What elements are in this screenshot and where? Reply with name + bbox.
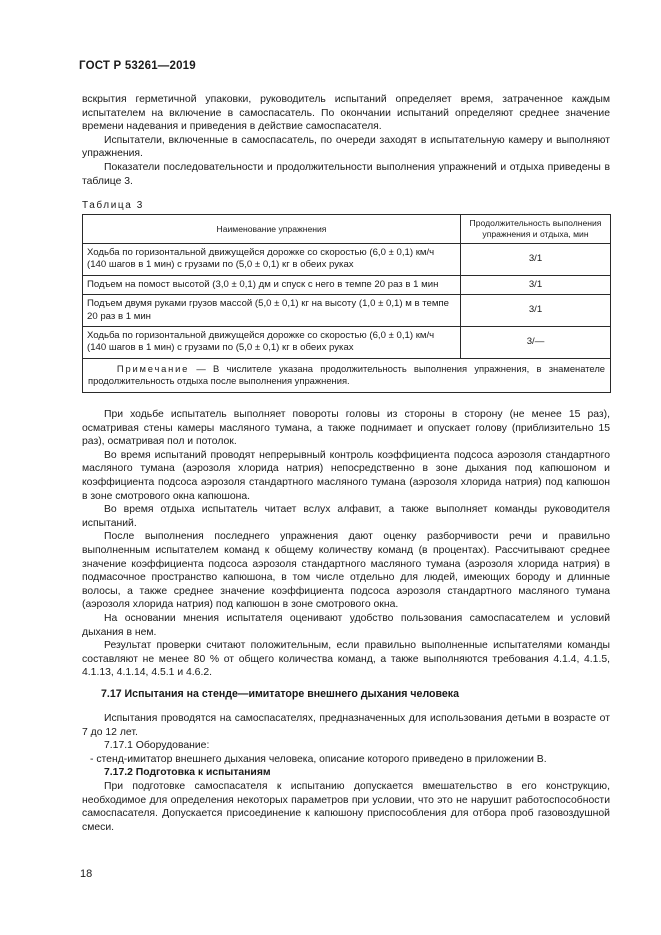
section-text — [82, 712, 610, 834]
exercise-name: Ходьба по горизонтальной движущейся дорожке со скоростью (6,0 ± 0,1) км/ч (140 шагов в 1 мин) с грузами по (5,0 ± 0,1) кг в обеих руках — [83, 244, 461, 276]
paragraph: Результат проверки считают положительным, если правильно выполненные испытателями команды составляют не менее 80 % от общего количества команд, а также выполняются требования 4.1.4, 4.1.5, 4.1.13, 4.1.14, 4.5.1 и 4.6.2. — [82, 640, 610, 679]
table-note — [83, 358, 611, 392]
exercise-name: Подъем двумя руками грузов массой (5,0 ± 0,1) кг на высоту (1,0 ± 0,1) м в темпе 20 раз в 1 мин — [83, 295, 461, 327]
table-row — [83, 327, 611, 359]
exercise-duration: 3/1 — [461, 295, 611, 327]
equipment-item: - стенд-имитатор внешнего дыхания человека, описание которого приведено в приложении В. — [90, 753, 547, 765]
section-title: 7.17 Испытания на стенде—имитаторе внешнего дыхания человека — [101, 688, 459, 700]
paragraph: При ходьбе испытатель выполняет повороты головы из стороны в сторону (не менее 15 раз), осматривая стены камеры масляного тумана, а также поднимает и опускает голову (приблизительно 15 раз), осматривая пол и потолок. — [82, 409, 610, 448]
paragraph: После выполнения последнего упражнения дают оценку разборчивости речи и правильно выполненным испытателем команд к общему количеству команд (в процентах). Рассчитывают среднее значение коэффициента подсоса аэрозоля стандартного масляного тумана (аэрозоля хлорида натрия) в подмасочное пространство капюшона, в том числе отдельно для людей, имеющих бороду и длинные волосы, а также среднее значение коэффициента подсоса аэрозоля стандартного масляного тумана (аэрозоля хлорида натрия) под капюшон в зоне смотрового окна. — [82, 531, 610, 611]
paragraph: Испытатели, включенные в самоспасатель, по очереди заходят в испытательную камеру и выполняют упражнения. — [82, 134, 610, 160]
exercise-table — [82, 214, 611, 393]
table-row — [83, 295, 611, 327]
exercise-name: Ходьба по горизонтальной движущейся дорожке со скоростью (6,0 ± 0,1) км/ч (140 шагов в 1 мин) с грузами по (5,0 ± 0,1) кг в обеих руках — [83, 327, 461, 359]
subsection-title: 7.17.2 Подготовка к испытаниям — [104, 767, 271, 779]
table-row — [83, 244, 611, 276]
paragraph: Испытания проводятся на самоспасателях, предназначенных для использования детьми в возрасте от 7 до 12 лет. — [82, 713, 610, 738]
paragraph: Во время отдыха испытатель читает вслух алфавит, а также выполняет команды руководителя испытаний. — [82, 504, 610, 529]
column-header: Наименование упражнения — [83, 215, 461, 244]
paragraph: При подготовке самоспасателя к испытанию допускается вмешательство в его конструкцию, необходимое для определения некоторых параметров при условии, что это не нарушит работоспособности самоспасателя. Допускается присоединение к капюшону приспособления для отбора проб газовоздушной смеси. — [82, 780, 610, 833]
paragraph: Во время испытаний проводят непрерывный контроль коэффициента подсоса аэрозоля стандартного масляного тумана (аэрозоля хлорида натрия) непосредственно в зоне дыхания под капюшоном и коэффициента подсоса аэрозоля стандартного масляного тумана (аэрозоля хлорида натрия) под капюшон в зоне смотрового окна капюшона. — [82, 449, 610, 502]
exercise-duration: 3/1 — [461, 244, 611, 276]
note-label: Примечание — [116, 362, 190, 374]
note-text: — В числителе указана продолжительность выполнения упражнения, в знаменателе продолжительность отдыха после выполнения упражнения. — [88, 362, 606, 387]
table-note-row — [83, 358, 611, 392]
paragraph: вскрытия герметичной упаковки, руководитель испытаний определяет время, затраченное каждым испытателем на включение в самоспасатель. По окончании испытаний определяют среднее значение времени надевания и приведения в действие самоспасателя. — [82, 94, 610, 133]
paragraph: На основании мнения испытателя оценивают удобство пользования самоспасателем и условий дыхания в нем. — [82, 612, 610, 638]
column-header: Продолжительность выполнения упражнения и отдыха, мин — [461, 215, 611, 244]
table-row — [83, 275, 611, 294]
table-header-row — [83, 215, 611, 244]
document-header: ГОСТ Р 53261—2019 — [79, 60, 196, 72]
procedure-text — [82, 408, 610, 680]
paragraph: Показатели последовательности и продолжительности выполнения упражнений и отдыха приведены в таблице 3. — [82, 161, 610, 187]
page-number: 18 — [80, 868, 93, 880]
exercise-duration: 3/1 — [461, 275, 611, 294]
exercise-duration: 3/— — [461, 327, 611, 359]
table-caption: Таблица 3 — [82, 200, 144, 211]
subsection-equipment: 7.17.1 Оборудование: — [104, 740, 210, 752]
exercise-name: Подъем на помост высотой (3,0 ± 0,1) дм и спуск с него в темпе 20 раз в 1 мин — [83, 275, 461, 294]
intro-text — [82, 93, 610, 188]
